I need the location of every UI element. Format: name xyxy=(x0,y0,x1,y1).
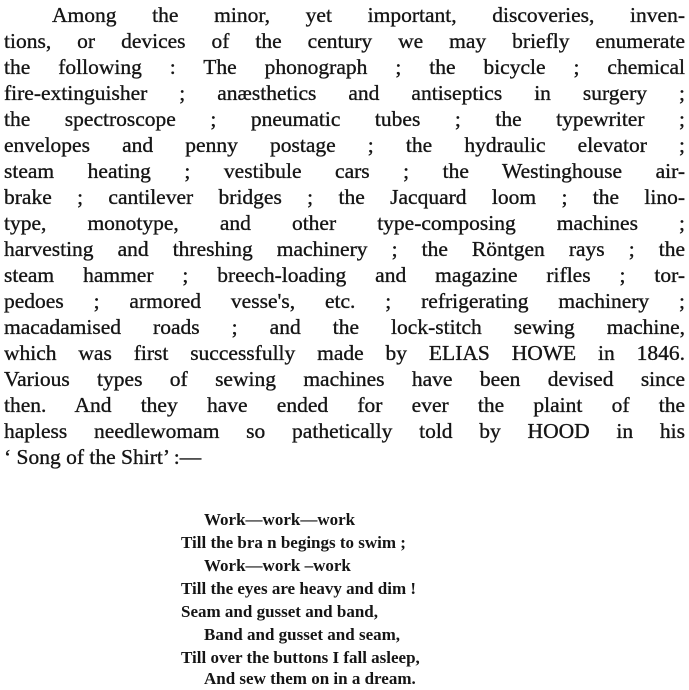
paragraph-line: pedoes ; armored vesse's, etc. ; refrigerating machinery ; xyxy=(4,289,685,313)
paragraph-line: macadamised roads ; and the lock-stitch sewing machine, xyxy=(4,315,685,339)
paragraph-line: brake ; cantilever bridges ; the Jacquard loom ; the lino- xyxy=(4,185,685,209)
paragraph-line: which was first successfully made by ELIAS HOWE in 1846. xyxy=(4,341,685,365)
poem-line: And sew them on in a dream. xyxy=(204,669,416,688)
paragraph-line: hapless needlewomam so pathetically told by HOOD in his xyxy=(4,419,685,443)
paragraph-line: envelopes and penny postage ; the hydraulic elevator ; xyxy=(4,133,685,157)
paragraph-line: harvesting and threshing machinery ; the Röntgen rays ; the xyxy=(4,237,685,261)
poem-line: Till the eyes are heavy and dim ! xyxy=(181,579,417,598)
paragraph-line: type, monotype, and other type-composing machines ; xyxy=(4,211,685,235)
poem-line: Band and gusset and seam, xyxy=(204,625,401,644)
paragraph-line: then. And they have ended for ever the plaint of the xyxy=(4,393,685,417)
paragraph-line: fire-extinguisher ; anæsthetics and antiseptics in surgery ; xyxy=(4,81,685,105)
poem-line: Till over the buttons I fall asleep, xyxy=(181,648,420,667)
paragraph-line: Among the minor, yet important, discoveries, inven- xyxy=(52,3,685,27)
paragraph-line: steam hammer ; breech-loading and magazine rifles ; tor- xyxy=(4,263,685,287)
paragraph-line: ‘ Song of the Shirt’ :— xyxy=(4,445,202,469)
poem-line: Work—work –work xyxy=(204,556,351,575)
paragraph-line: tions, or devices of the century we may briefly enumerate xyxy=(4,29,685,53)
paragraph-line: Various types of sewing machines have been devised since xyxy=(4,367,685,391)
paragraph-line: the following : The phonograph ; the bicycle ; chemical xyxy=(4,55,685,79)
paragraph-line: the spectroscope ; pneumatic tubes ; the typewriter ; xyxy=(4,107,685,131)
paragraph-line: steam heating ; vestibule cars ; the Westinghouse air- xyxy=(4,159,685,183)
poem-line: Work—work—work xyxy=(204,510,356,529)
poem-line: Seam and gusset and band, xyxy=(181,602,378,621)
poem-line: Till the bra n begings to swim ; xyxy=(181,533,406,552)
